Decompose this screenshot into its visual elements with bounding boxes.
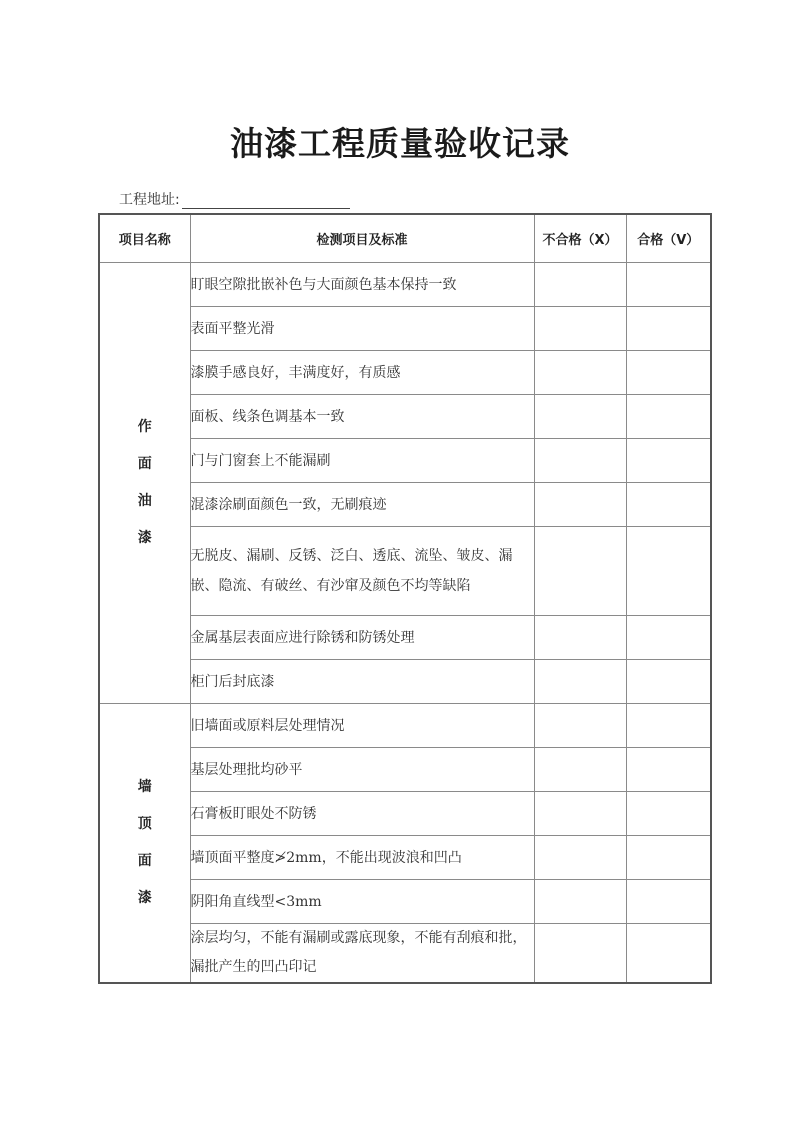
pass-mark-cell[interactable] bbox=[626, 880, 711, 924]
group-name-char: 漆 bbox=[137, 890, 152, 906]
criteria-cell: 金属基层表面应进行除锈和防锈处理 bbox=[190, 616, 534, 660]
table-row bbox=[99, 704, 711, 748]
acceptance-record-table bbox=[98, 213, 712, 984]
criteria-cell: 阴阳角直线型<3mm bbox=[190, 880, 534, 924]
table-row bbox=[99, 748, 711, 792]
pass-mark-cell[interactable] bbox=[626, 439, 711, 483]
group-name-char: 顶 bbox=[137, 816, 152, 832]
criteria-cell: 墙顶面平整度≯2mm，不能出现波浪和凹凸 bbox=[190, 836, 534, 880]
criteria-cell: 混漆涂刷面颜色一致，无刷痕迹 bbox=[190, 483, 534, 527]
document-title: 油漆工程质量验收记录 bbox=[230, 124, 570, 163]
table-row bbox=[99, 924, 711, 984]
table-row bbox=[99, 439, 711, 483]
criteria-cell: 柜门后封底漆 bbox=[190, 660, 534, 704]
criteria-cell: 旧墙面或原料层处理情况 bbox=[190, 704, 534, 748]
header-fail: 不合格（X） bbox=[534, 214, 626, 263]
fail-mark-cell[interactable] bbox=[534, 660, 626, 704]
pass-mark-cell[interactable] bbox=[626, 527, 711, 616]
fail-mark-cell[interactable] bbox=[534, 527, 626, 616]
criteria-cell: 涂层均匀，不能有漏刷或露底现象，不能有刮痕和批，漏批产生的凹凸印记 bbox=[190, 924, 534, 984]
table-row bbox=[99, 792, 711, 836]
fail-mark-cell[interactable] bbox=[534, 792, 626, 836]
criteria-cell: 表面平整光滑 bbox=[190, 307, 534, 351]
project-address-row bbox=[119, 189, 350, 209]
group-name-cell bbox=[99, 704, 190, 984]
criteria-cell: 漆膜手感良好，丰满度好，有质感 bbox=[190, 351, 534, 395]
criteria-cell: 石膏板盯眼处不防锈 bbox=[190, 792, 534, 836]
table-row bbox=[99, 351, 711, 395]
header-item-name: 项目名称 bbox=[99, 214, 190, 263]
criteria-cell: 无脱皮、漏刷、反锈、泛白、透底、流坠、皱皮、漏嵌、隐流、有破丝、有沙窜及颜色不均等缺陷 bbox=[190, 527, 534, 616]
group-name-char: 面 bbox=[137, 456, 152, 472]
fail-mark-cell[interactable] bbox=[534, 924, 626, 984]
fail-mark-cell[interactable] bbox=[534, 351, 626, 395]
pass-mark-cell[interactable] bbox=[626, 263, 711, 307]
fail-mark-cell[interactable] bbox=[534, 395, 626, 439]
criteria-cell: 面板、线条色调基本一致 bbox=[190, 395, 534, 439]
pass-mark-cell[interactable] bbox=[626, 792, 711, 836]
group-name-char: 漆 bbox=[137, 530, 152, 546]
group-name-char: 油 bbox=[137, 493, 152, 509]
group-name-cell bbox=[99, 263, 190, 704]
fail-mark-cell[interactable] bbox=[534, 307, 626, 351]
project-address-label: 工程地址: bbox=[119, 192, 180, 208]
table-row bbox=[99, 263, 711, 307]
table-row bbox=[99, 307, 711, 351]
table-row bbox=[99, 483, 711, 527]
group-name-char: 墙 bbox=[137, 779, 152, 795]
group-name-char: 面 bbox=[137, 853, 152, 869]
criteria-cell: 门与门窗套上不能漏刷 bbox=[190, 439, 534, 483]
pass-mark-cell[interactable] bbox=[626, 483, 711, 527]
pass-mark-cell[interactable] bbox=[626, 836, 711, 880]
pass-mark-cell[interactable] bbox=[626, 616, 711, 660]
pass-mark-cell[interactable] bbox=[626, 924, 711, 984]
table-row bbox=[99, 395, 711, 439]
table-row bbox=[99, 880, 711, 924]
criteria-cell: 盯眼空隙批嵌补色与大面颜色基本保持一致 bbox=[190, 263, 534, 307]
fail-mark-cell[interactable] bbox=[534, 439, 626, 483]
fail-mark-cell[interactable] bbox=[534, 748, 626, 792]
table-row bbox=[99, 616, 711, 660]
group-name-char: 作 bbox=[137, 419, 152, 435]
pass-mark-cell[interactable] bbox=[626, 395, 711, 439]
criteria-cell: 基层处理批均砂平 bbox=[190, 748, 534, 792]
fail-mark-cell[interactable] bbox=[534, 263, 626, 307]
fail-mark-cell[interactable] bbox=[534, 704, 626, 748]
fail-mark-cell[interactable] bbox=[534, 483, 626, 527]
table-row bbox=[99, 836, 711, 880]
table-row bbox=[99, 527, 711, 616]
table-header-row bbox=[99, 214, 711, 263]
header-pass: 合格（V） bbox=[626, 214, 711, 263]
pass-mark-cell[interactable] bbox=[626, 351, 711, 395]
fail-mark-cell[interactable] bbox=[534, 616, 626, 660]
table-row bbox=[99, 660, 711, 704]
project-address-field[interactable] bbox=[182, 191, 350, 209]
pass-mark-cell[interactable] bbox=[626, 660, 711, 704]
pass-mark-cell[interactable] bbox=[626, 307, 711, 351]
header-criteria: 检测项目及标准 bbox=[190, 214, 534, 263]
fail-mark-cell[interactable] bbox=[534, 880, 626, 924]
pass-mark-cell[interactable] bbox=[626, 748, 711, 792]
pass-mark-cell[interactable] bbox=[626, 704, 711, 748]
fail-mark-cell[interactable] bbox=[534, 836, 626, 880]
